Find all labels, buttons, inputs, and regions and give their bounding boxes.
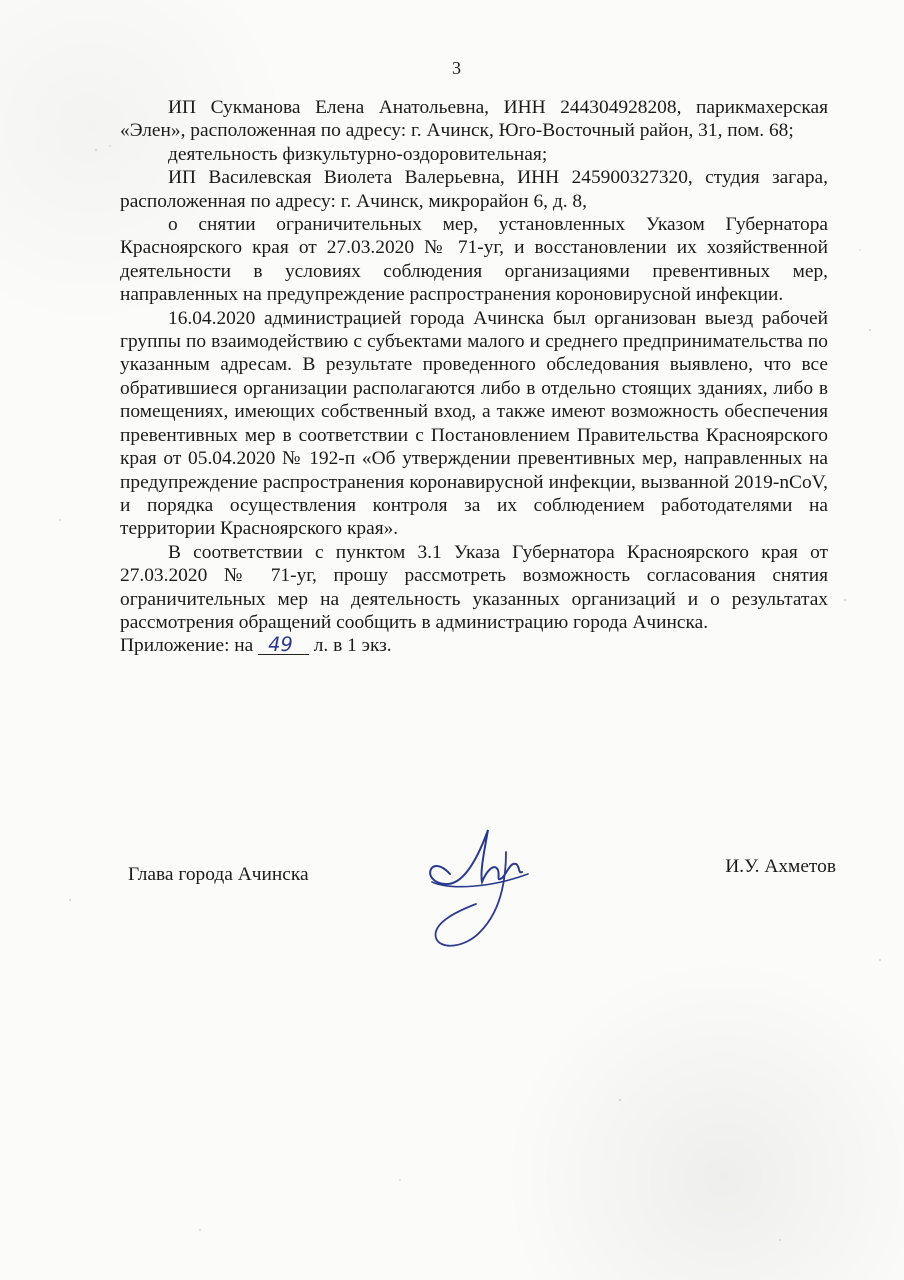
activity-heading: деятельность физкультурно-оздоровительная; bbox=[168, 143, 548, 165]
appendix-sheet-count: 49 bbox=[258, 636, 309, 655]
letter-body bbox=[120, 96, 828, 658]
appendix-prefix: Приложение: на bbox=[120, 635, 254, 657]
signer-title: Глава города Ачинска bbox=[128, 864, 309, 885]
entry-vasilevskaya: ИП Василевская Виолета Валерьевна, ИНН 245900327320, студия загара, расположенная по адресу: г. Ачинск, микрорайон 6, д. 8, bbox=[120, 167, 828, 212]
page-number: 3 bbox=[452, 58, 461, 78]
request-paragraph: В соответствии с пунктом 3.1 Указа Губернатора Красноярского края от 27.03.2020 № 71-уг, прошу рассмотреть возможность согласования снятия ограничительных мер на деятельность указанных организаций и о результатах рассмотрения обращений сообщить в администрацию города Ачинска. bbox=[120, 541, 828, 633]
appendix-line bbox=[120, 634, 828, 657]
handwritten-signature bbox=[410, 812, 540, 962]
subject-paragraph: о снятии ограничительных мер, установленных Указом Губернатора Красноярского края от 27.03.2020 № 71-уг, и восстановлении их хозяйственной деятельности в условиях соблюдения организациями превентивных мер, направленных на предупреждение распространения короновирусной инфекции. bbox=[120, 214, 828, 306]
appendix-suffix: л. в 1 экз. bbox=[313, 635, 392, 657]
signer-name: И.У. Ахметов bbox=[725, 856, 836, 877]
entry-sukmanova: ИП Сукманова Елена Анатольевна, ИНН 244304928208, парикмахерская «Элен», расположенная по адресу: г. Ачинск, Юго-Восточный район, 31, пом. 68; bbox=[120, 97, 828, 142]
inspection-paragraph: 16.04.2020 администрацией города Ачинска был организован выезд рабочей группы по взаимодействию с субъектами малого и среднего предпринимательства по указанным адресам. В результате проведенного обследования выявлено, что все обратившиеся организации располагаются либо в отдельно стоящих зданиях, либо в помещениях, имеющих собственный вход, а также имеют возможность обеспечения превентивных мер в соответствии с Постановлением Правительства Красноярского края от 05.04.2020 № 192-п «Об утверждении превентивных мер, направленных на предупреждение распространения коронавирусной инфекции, вызванной 2019-nCoV, и порядка осуществления контроля за их соблюдением работодателями на территории Красноярского края». bbox=[120, 307, 828, 540]
